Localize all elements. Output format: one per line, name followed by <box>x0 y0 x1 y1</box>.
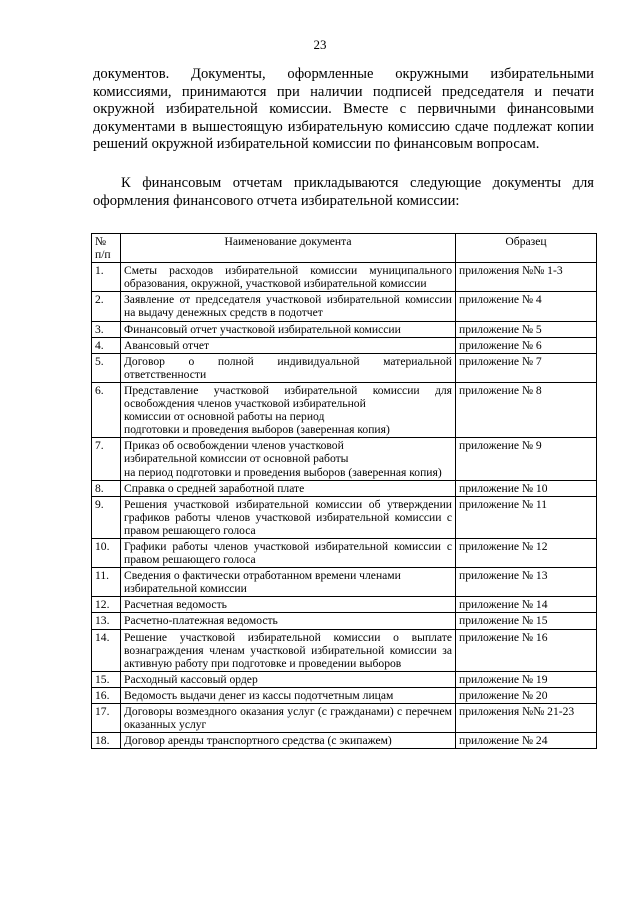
table-header-row <box>92 234 597 263</box>
table-row <box>92 480 597 496</box>
table-body <box>92 263 597 749</box>
table-row <box>92 337 597 353</box>
row-number: 3. <box>92 321 121 337</box>
table-row <box>92 613 597 629</box>
document-name: Финансовый отчет участковой избирательной комиссии <box>121 321 456 337</box>
table-row <box>92 733 597 749</box>
table-row <box>92 671 597 687</box>
row-number: 5. <box>92 353 121 382</box>
row-number: 8. <box>92 480 121 496</box>
document-name: Договор о полной индивидуальной материальной ответственности <box>121 353 456 382</box>
header-number-sign: № <box>95 235 107 248</box>
row-number: 15. <box>92 671 121 687</box>
table-row <box>92 687 597 703</box>
table-row <box>92 496 597 538</box>
sample-reference: приложение № 5 <box>456 321 597 337</box>
row-number: 9. <box>92 496 121 538</box>
sample-reference: приложение № 9 <box>456 438 597 480</box>
document-name-line: на период подготовки и проведения выборов (заверенная копия) <box>124 465 442 479</box>
row-number: 11. <box>92 568 121 597</box>
document-name: Авансовый отчет <box>121 337 456 353</box>
document-name-line: Сведения о фактически отработанном времени членами <box>124 569 401 583</box>
body-paragraph-2: К финансовым отчетам прикладываются следующие документы для оформления финансового отчета избирательной комиссии: <box>93 175 594 209</box>
row-number: 7. <box>92 438 121 480</box>
document-name-line: Приказ об освобождении членов участковой <box>124 439 344 453</box>
table-row <box>92 629 597 671</box>
sample-reference: приложение № 10 <box>456 480 597 496</box>
table-row <box>92 353 597 382</box>
header-document-name: Наименование документа <box>121 234 456 263</box>
document-name: Ведомость выдачи денег из кассы подотчетным лицам <box>121 687 456 703</box>
document-name-line: Представление участковой избирательной комиссии для освобождения членов участковой избирательной <box>124 383 452 411</box>
sample-reference: приложение № 13 <box>456 568 597 597</box>
sample-reference: приложения №№ 1-3 <box>456 263 597 292</box>
table-row <box>92 292 597 321</box>
row-number: 2. <box>92 292 121 321</box>
row-number: 1. <box>92 263 121 292</box>
sample-reference: приложение № 16 <box>456 629 597 671</box>
sample-reference: приложение № 4 <box>456 292 597 321</box>
document-name: Решение участковой избирательной комиссии о выплате вознаграждения членам участковой избирательной комиссии за активную работу при подготовке и проведении выборов <box>121 629 456 671</box>
document-name-line: подготовки и проведения выборов (заверенная копия) <box>124 423 390 437</box>
table-row <box>92 438 597 480</box>
table-row <box>92 321 597 337</box>
document-name: Расчетно-платежная ведомость <box>121 613 456 629</box>
document-name: Заявление от председателя участковой избирательной комиссии на выдачу денежных средств в подотчет <box>121 292 456 321</box>
sample-reference: приложение № 8 <box>456 382 597 437</box>
body-paragraph-1: документов. Документы, оформленные окружными избирательными комиссиями, принимаются при наличии подписей председателя и печати окружной избирательной комиссии. Вместе с первичными финансовыми документами в вышестоящую избирательную комиссию сдаче подлежат копии решений окружной избирательной комиссии по финансовым вопросам. <box>93 66 594 153</box>
row-number: 6. <box>92 382 121 437</box>
sample-reference: приложение № 19 <box>456 671 597 687</box>
document-name <box>121 382 456 437</box>
header-number <box>92 234 121 263</box>
row-number: 4. <box>92 337 121 353</box>
row-number: 14. <box>92 629 121 671</box>
row-number: 12. <box>92 597 121 613</box>
document-name: Сметы расходов избирательной комиссии муниципального образования, окружной, участковой избирательной комиссии <box>121 263 456 292</box>
document-name: Справка о средней заработной плате <box>121 480 456 496</box>
document-name-line: избирательной комиссии от основной работы <box>124 452 349 466</box>
sample-reference: приложение № 11 <box>456 496 597 538</box>
document-name: Расходный кассовый ордер <box>121 671 456 687</box>
row-number: 13. <box>92 613 121 629</box>
documents-table <box>91 233 597 749</box>
row-number: 17. <box>92 704 121 733</box>
document-name <box>121 568 456 597</box>
row-number: 16. <box>92 687 121 703</box>
sample-reference: приложение № 15 <box>456 613 597 629</box>
document-name-line: комиссии от основной работы на период <box>124 410 325 424</box>
table-row <box>92 704 597 733</box>
document-name-line: избирательной комиссии <box>124 582 247 596</box>
document-name: Договор аренды транспортного средства (с экипажем) <box>121 733 456 749</box>
row-number: 10. <box>92 538 121 567</box>
header-sample: Образец <box>456 234 597 263</box>
sample-reference: приложение № 20 <box>456 687 597 703</box>
document-name <box>121 438 456 480</box>
sample-reference: приложение № 12 <box>456 538 597 567</box>
row-number: 18. <box>92 733 121 749</box>
document-name: Графики работы членов участковой избирательной комиссии с правом решающего голоса <box>121 538 456 567</box>
table-row <box>92 597 597 613</box>
sample-reference: приложение № 14 <box>456 597 597 613</box>
document-name: Расчетная ведомость <box>121 597 456 613</box>
table-row <box>92 538 597 567</box>
page-number: 23 <box>313 37 327 52</box>
document-name: Договоры возмездного оказания услуг (с гражданами) с перечнем оказанных услуг <box>121 704 456 733</box>
header-number-pp: п/п <box>95 248 111 262</box>
sample-reference: приложение № 6 <box>456 337 597 353</box>
sample-reference: приложение № 24 <box>456 733 597 749</box>
sample-reference: приложение № 7 <box>456 353 597 382</box>
table-row <box>92 568 597 597</box>
table-row <box>92 263 597 292</box>
document-name: Решения участковой избирательной комиссии об утверждении графиков работы членов участковой избирательной комиссии с правом решающего голоса <box>121 496 456 538</box>
sample-reference: приложения №№ 21-23 <box>456 704 597 733</box>
table-row <box>92 382 597 437</box>
